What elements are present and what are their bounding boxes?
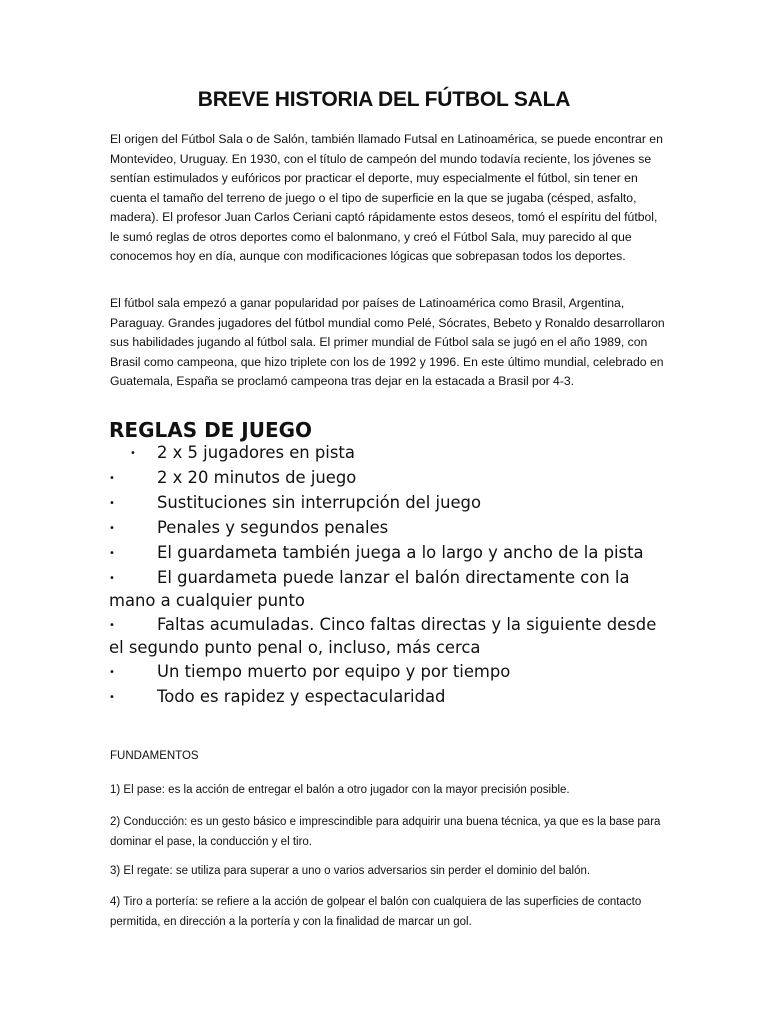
rule-text: Penales y segundos penales bbox=[157, 518, 389, 537]
rule-text: Sustituciones sin interrupción del juego bbox=[157, 493, 481, 512]
rule-item bbox=[109, 467, 669, 490]
fundamentals-heading: FUNDAMENTOS bbox=[110, 750, 199, 762]
rule-text: El guardameta puede lanzar el balón directamente con la mano a cualquier punto bbox=[109, 568, 630, 610]
rule-item bbox=[109, 567, 669, 612]
fundamental-conduccion: 2) Conducción: es un gesto básico e imprescindible para adquirir una buena técnica, ya que es la base para dominar el pase, la conducción y el tiro. bbox=[110, 816, 661, 848]
rule-text: Un tiempo muerto por equipo y por tiempo bbox=[157, 662, 511, 681]
rule-text: El guardameta también juega a lo largo y ancho de la pista bbox=[157, 543, 644, 562]
rule-item bbox=[109, 517, 669, 540]
rule-text: 2 x 5 jugadores en pista bbox=[157, 443, 355, 462]
bullet-icon: • bbox=[109, 548, 115, 559]
rule-item bbox=[109, 492, 669, 515]
fundamental-regate: 3) El regate: se utiliza para superar a uno o varios adversarios sin perder el dominio del balón. bbox=[110, 865, 591, 877]
rule-text: 2 x 20 minutos de juego bbox=[157, 468, 357, 487]
rule-item bbox=[109, 686, 669, 709]
bullet-icon: • bbox=[109, 667, 115, 678]
history-paragraph-origin: El origen del Fútbol Sala o de Salón, también llamado Futsal en Latinoamérica, se puede encontrar en Montevideo, Uruguay. En 1930, con el título de campeón del mundo todavía reciente, los jóvenes se sentían estimulados y eufóricos por practicar el deporte, muy especialmente el fútbol, sin tener en cuenta el tamaño del terreno de juego o el tipo de superficie en la que se jugaba (césped, asfalto, madera). El profesor Juan Carlos Ceriani captó rápidamente estos deseos, tomó el espíritu del fútbol, le sumó reglas de otros deportes como el balonmano, y creó el Fútbol Sala, muy parecido al que conocemos hoy en día, aunque con modificaciones lógicas que sobrepasan todos los deportes. bbox=[110, 132, 663, 263]
rule-text: Faltas acumuladas. Cinco faltas directas y la siguiente desde el segundo punto penal o, incluso, más cerca bbox=[109, 615, 657, 657]
fundamental-pase: 1) El pase: es la acción de entregar el balón a otro jugador con la mayor precisión posible. bbox=[110, 784, 570, 796]
rule-item bbox=[109, 614, 669, 659]
rules-heading: REGLAS DE JUEGO bbox=[109, 418, 313, 442]
history-paragraph-popularity: El fútbol sala empezó a ganar popularidad por países de Latinoamérica como Brasil, Argentina, Paraguay. Grandes jugadores del fútbol mundial como Pelé, Sócrates, Bebeto y Ronaldo desarrollaron sus habilidades jugando al fútbol sala. El primer mundial de Fútbol sala se jugó en el año 1989, con Brasil como campeona, que hizo triplete con los de 1992 y 1996. En este último mundial, celebrado en Guatemala, España se proclamó campeona tras dejar en la estacada a Brasil por 4-3. bbox=[110, 296, 665, 388]
rule-item bbox=[109, 661, 669, 684]
fundamental-tiro: 4) Tiro a portería: se refiere a la acción de golpear el balón con cualquiera de las superficies de contacto permitida, en dirección a la portería y con la finalidad de marcar un gol. bbox=[110, 896, 642, 928]
bullet-icon: • bbox=[109, 498, 115, 509]
bullet-icon: • bbox=[109, 692, 115, 703]
bullet-icon: • bbox=[109, 523, 115, 534]
bullet-icon: • bbox=[130, 448, 136, 459]
rule-item bbox=[109, 542, 669, 565]
bullet-icon: • bbox=[109, 620, 115, 631]
rule-item bbox=[109, 442, 669, 465]
rules-list bbox=[109, 442, 669, 711]
bullet-icon: • bbox=[109, 573, 115, 584]
bullet-icon: • bbox=[109, 473, 115, 484]
document-title: BREVE HISTORIA DEL FÚTBOL SALA bbox=[197, 88, 571, 111]
rule-text: Todo es rapidez y espectacularidad bbox=[157, 687, 446, 706]
